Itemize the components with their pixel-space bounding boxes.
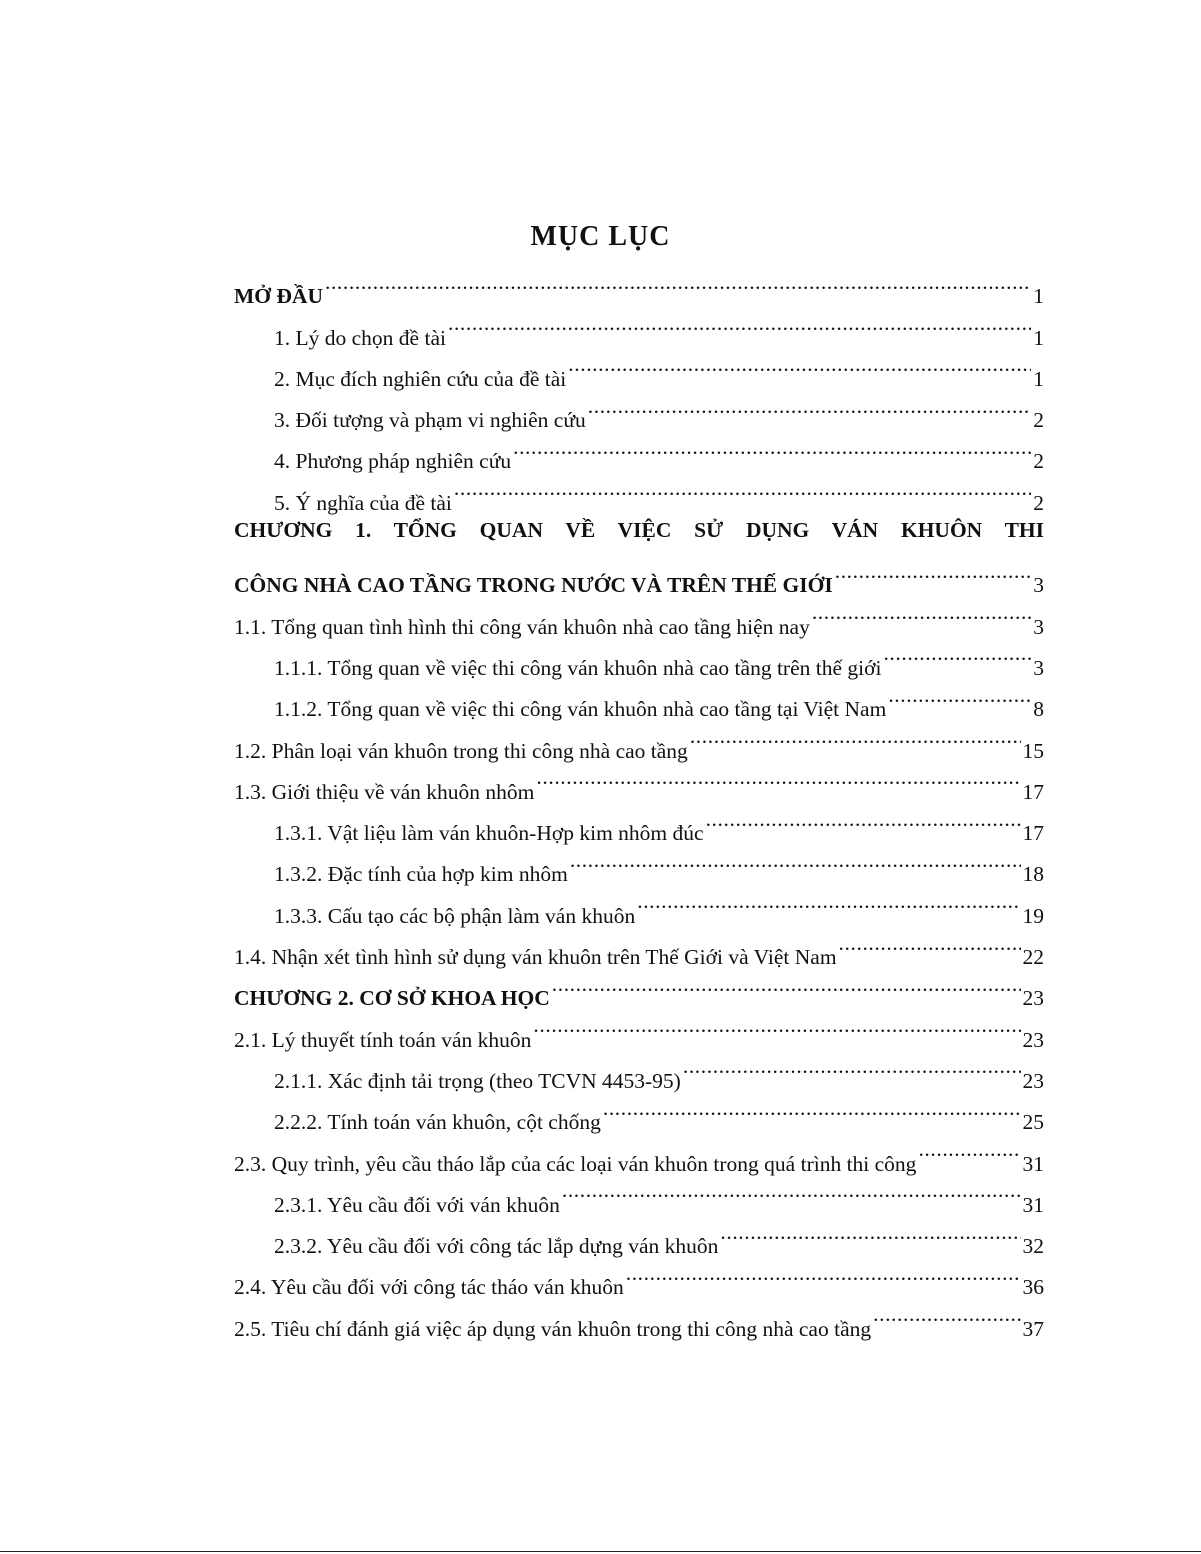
toc-dot-leader [533,1005,1020,1046]
toc-entry-label: MỞ ĐẦU [234,284,323,309]
toc-entry-label: 1.3. Giới thiệu về ván khuôn nhôm [234,779,535,804]
toc-entry[interactable] [234,262,1044,309]
toc-dot-leader [568,345,1031,386]
toc-dot-leader [839,923,1021,964]
toc-entry-label: 1.1. Tổng quan tình hình thi công ván khuôn nhà cao tầng hiện nay [234,614,810,639]
toc-dot-leader [883,634,1031,675]
toc-dot-leader [513,427,1031,468]
toc-entry-page-number: 23 [1022,1027,1044,1052]
toc-dot-leader [720,1212,1020,1253]
toc-entry-label: 4. Phương pháp nghiên cứu [274,449,512,474]
page-bottom-rule [0,1551,1201,1552]
toc-entry-label: 2. Mục đích nghiên cứu của đề tài [274,366,567,391]
toc-dot-leader [888,675,1031,716]
toc-entry-page-number: 8 [1033,697,1044,722]
toc-entry-label: 1.1.1. Tổng quan về việc thi công ván khuôn nhà cao tầng trên thế giới [274,655,882,680]
toc-entry-label: 2.1.1. Xác định tải trọng (theo TCVN 4453-95) [274,1068,681,1093]
toc-entry-label: 2.1. Lý thuyết tính toán ván khuôn [234,1027,532,1052]
toc-entry-label: 2.3.2. Yêu cầu đối với công tác lắp dựng ván khuôn [274,1234,719,1259]
toc-entry-page-number: 18 [1022,862,1044,887]
toc-entry-page-number: 3 [1033,655,1044,680]
toc-entry-label: 1.1.2. Tổng quan về việc thi công ván khuôn nhà cao tầng tại Việt Nam [274,697,887,722]
toc-title: MỤC LỤC [530,221,671,252]
toc-entry-page-number: 32 [1022,1234,1044,1259]
toc-entry-page-number: 15 [1022,738,1044,763]
toc-entry-page-number: 1 [1033,366,1044,391]
toc-entry-label: CHƯƠNG 2. CƠ SỞ KHOA HỌC [234,986,550,1011]
toc-dot-leader [637,881,1020,922]
toc-dot-leader [706,799,1021,840]
toc-entry-label: 1.2. Phân loại ván khuôn trong thi công nhà cao tầng [234,738,688,763]
toc-entry-label: CHƯƠNG 1. TỔNG QUAN VỀ VIỆC SỬ DỤNG VÁN KHUÔN THI [234,517,1044,542]
toc-entry[interactable] [234,510,1044,551]
toc-entry-page-number: 23 [1022,1068,1044,1093]
toc-entry-page-number: 36 [1022,1275,1044,1300]
toc-entry-page-number: 22 [1022,945,1044,970]
toc-entry-page-number: 37 [1022,1316,1044,1341]
toc-entry-page-number: 1 [1033,284,1044,309]
toc-entry-label: 1.3.1. Vật liệu làm ván khuôn-Hợp kim nhôm đúc [274,821,704,846]
toc-entry-label: 2.3.1. Yêu cầu đối với ván khuôn [274,1192,560,1217]
toc-entry-label: 5. Ý nghĩa của đề tài [274,490,452,515]
toc-entry-page-number: 23 [1022,986,1044,1011]
toc-entry-page-number: 2 [1033,490,1044,515]
toc-entry-page-number: 2 [1033,449,1044,474]
toc-entry-label: 1. Lý do chọn đề tài [274,325,446,350]
toc-dot-leader [683,1047,1021,1088]
toc-entry-page-number: 31 [1022,1192,1044,1217]
toc-dot-leader [454,468,1031,509]
toc-entry-label: 2.3. Quy trình, yêu cầu tháo lắp của các loại ván khuôn trong quá trình thi công [234,1151,917,1176]
toc-dot-leader [626,1253,1021,1294]
toc-entry-page-number: 3 [1033,573,1044,598]
toc-dot-leader [325,262,1031,303]
toc-entry-label: 2.4. Yêu cầu đối với công tác tháo ván khuôn [234,1275,624,1300]
toc-entry-page-number: 31 [1022,1151,1044,1176]
toc-entry-label: CÔNG NHÀ CAO TẦNG TRONG NƯỚC VÀ TRÊN THẾ GIỚI [234,573,833,598]
toc-dot-leader [562,1171,1021,1212]
toc-dot-leader [536,758,1020,799]
toc-entry-page-number: 19 [1022,903,1044,928]
toc-dot-leader [588,386,1032,427]
toc-dot-leader [835,551,1032,592]
toc-entry[interactable] [234,551,1044,598]
toc-dot-leader [812,592,1031,633]
toc-dot-leader [448,303,1031,344]
toc-dot-leader [690,716,1021,757]
toc-entry-label: 3. Đối tượng và phạm vi nghiên cứu [274,408,586,433]
toc-dot-leader [603,1088,1021,1129]
toc-dot-leader [552,964,1021,1005]
toc-entry-page-number: 3 [1033,614,1044,639]
toc-entry-label: 2.2.2. Tính toán ván khuôn, cột chống [274,1110,601,1135]
toc-entry[interactable] [234,303,1044,350]
table-of-contents [234,262,1044,1341]
toc-dot-leader [570,840,1021,881]
toc-entry-page-number: 17 [1022,821,1044,846]
toc-entry-label: 1.3.2. Đặc tính của hợp kim nhôm [274,862,568,887]
toc-dot-leader [918,1129,1020,1170]
toc-dot-leader [873,1294,1020,1335]
toc-entry-page-number: 1 [1033,325,1044,350]
toc-entry-page-number: 25 [1022,1110,1044,1135]
toc-entry-label: 1.3.3. Cấu tạo các bộ phận làm ván khuôn [274,903,636,928]
toc-entry-page-number: 2 [1033,408,1044,433]
toc-entry-page-number: 17 [1022,779,1044,804]
toc-entry-label: 2.5. Tiêu chí đánh giá việc áp dụng ván khuôn trong thi công nhà cao tầng [234,1316,872,1341]
toc-entry-label: 1.4. Nhận xét tình hình sử dụng ván khuôn trên Thế Giới và Việt Nam [234,945,837,970]
